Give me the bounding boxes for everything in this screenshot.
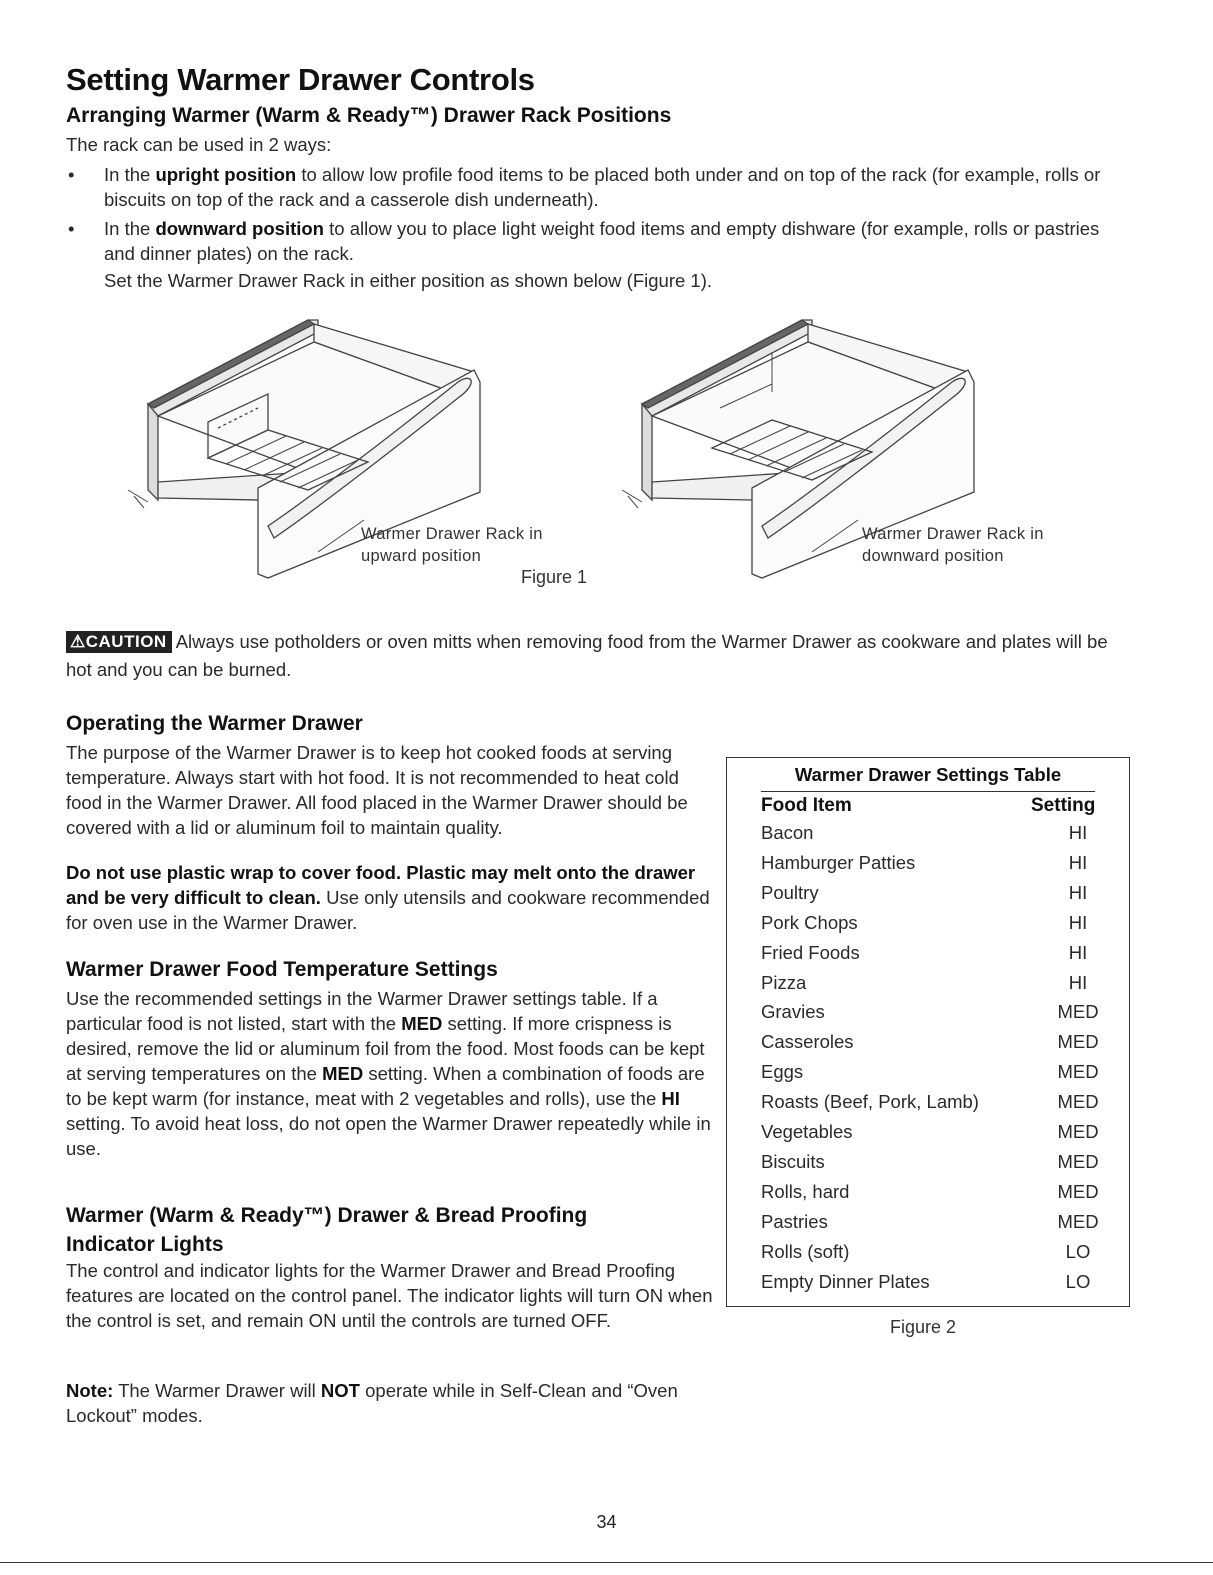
warning-emphasis: Do not use plastic wrap to cover food. Plastic may melt onto the drawer and be very difficult to clean. bbox=[66, 862, 696, 908]
caution-text: Always use potholders or oven mitts when removing food from the Warmer Drawer as cookware and plates will be hot and you can be burned. bbox=[66, 631, 1108, 680]
table-row bbox=[761, 1031, 1099, 1061]
list-item bbox=[66, 162, 1126, 212]
paragraph-text: Use the recommended settings in the Warmer Drawer settings table. If a particular food is not listed, start with the bbox=[66, 988, 658, 1034]
setting-cell: MED bbox=[1057, 1091, 1099, 1113]
operating-heading: Operating the Warmer Drawer bbox=[66, 712, 363, 735]
bullet-text: to allow low profile food items to be placed both under and on top of the rack (for example, rolls or biscuits on top of the rack and a casserole dish underneath). bbox=[104, 164, 1101, 210]
setting-cell: MED bbox=[1057, 1150, 1099, 1172]
food-item-cell: Vegetables bbox=[761, 1121, 853, 1142]
upward-position-label bbox=[361, 523, 543, 567]
food-item-cell: Pastries bbox=[761, 1210, 828, 1232]
food-item-cell: Poultry bbox=[761, 881, 819, 903]
food-item-cell: Roasts (Beef, Pork, Lamb) bbox=[761, 1091, 979, 1113]
bullet-emphasis: downward position bbox=[155, 218, 324, 239]
table-row bbox=[761, 912, 1099, 942]
food-item-cell: Gravies bbox=[761, 1001, 825, 1023]
setting-cell: MED bbox=[1057, 1210, 1099, 1232]
setting-cell: HI bbox=[1068, 822, 1088, 843]
set-rack-text: Set the Warmer Drawer Rack in either position as shown below (Figure 1). bbox=[104, 270, 712, 291]
note-label: Note: bbox=[66, 1380, 114, 1401]
food-item-cell: Biscuits bbox=[761, 1150, 825, 1172]
setting-cell: HI bbox=[1068, 971, 1088, 993]
setting-cell: MED bbox=[1057, 1031, 1099, 1053]
rack-position-list bbox=[66, 162, 1126, 270]
setting-cell: MED bbox=[1057, 1061, 1099, 1083]
setting-cell: HI bbox=[1068, 881, 1088, 903]
setting-cell: MED bbox=[1057, 1180, 1099, 1202]
figure-2-caption: Figure 2 bbox=[890, 1317, 957, 1337]
heading-line: Indicator Lights bbox=[66, 1233, 224, 1256]
food-item-cell: Pizza bbox=[761, 971, 807, 993]
food-item-cell: Eggs bbox=[761, 1061, 804, 1083]
food-item-cell: Rolls, hard bbox=[761, 1180, 850, 1202]
table-row bbox=[761, 1181, 1099, 1211]
indicator-lights-paragraph: The control and indicator lights for the Warmer Drawer and Bread Proofing features are located on the control panel. The indicator lights will turn ON when the control is set, and remain ON until the controls are turned OFF. bbox=[66, 1260, 713, 1331]
page-number: 34 bbox=[596, 1512, 617, 1532]
setting-cell: MED bbox=[1057, 1001, 1099, 1023]
self-clean-note bbox=[66, 1378, 716, 1428]
setting-column-header: Setting bbox=[1031, 795, 1096, 816]
temperature-settings-heading: Warmer Drawer Food Temperature Settings bbox=[66, 958, 498, 981]
table-row bbox=[761, 1241, 1099, 1271]
table-row bbox=[761, 942, 1099, 972]
bullet-text: In the bbox=[104, 164, 156, 185]
note-text: operate while in Self-Clean and “Oven Lockout” modes. bbox=[66, 1380, 678, 1426]
label-line: downward position bbox=[862, 547, 1004, 565]
table-row bbox=[761, 852, 1099, 882]
table-row bbox=[761, 1091, 1099, 1121]
food-item-column-header: Food Item bbox=[761, 795, 852, 816]
caution-badge-label: CAUTION bbox=[85, 632, 167, 651]
caution-notice bbox=[66, 628, 1136, 684]
caution-badge bbox=[66, 631, 172, 653]
note-text: The Warmer Drawer will bbox=[113, 1380, 321, 1401]
setting-cell: MED bbox=[1057, 1121, 1099, 1142]
table-row bbox=[761, 1121, 1099, 1151]
paragraph-text: setting. When a combination of foods are to be kept warm (for instance, meat with 2 vegetables and rolls), use the bbox=[66, 1063, 705, 1109]
setting-cell: LO bbox=[1065, 1270, 1091, 1292]
plastic-wrap-warning bbox=[66, 860, 716, 935]
bullet-emphasis: upright position bbox=[155, 164, 297, 185]
food-item-cell: Casseroles bbox=[761, 1031, 854, 1053]
indicator-lights-heading bbox=[66, 1201, 587, 1259]
bullet-icon: • bbox=[68, 218, 75, 239]
setting-emphasis: MED bbox=[322, 1063, 364, 1084]
page-title: Setting Warmer Drawer Controls bbox=[66, 62, 535, 97]
label-line: Warmer Drawer Rack in bbox=[361, 525, 543, 543]
list-item bbox=[66, 216, 1126, 266]
table-row bbox=[761, 882, 1099, 912]
food-item-cell: Empty Dinner Plates bbox=[761, 1270, 930, 1292]
table-row bbox=[761, 972, 1099, 1002]
setting-cell: HI bbox=[1068, 941, 1088, 963]
table-row bbox=[761, 1271, 1099, 1301]
heading-line: Warmer (Warm & Ready™) Drawer & Bread Proofing bbox=[66, 1204, 588, 1227]
setting-emphasis: HI bbox=[661, 1088, 680, 1109]
table-row bbox=[761, 822, 1099, 852]
figure-1-caption: Figure 1 bbox=[521, 567, 588, 587]
page-bottom-rule bbox=[0, 1562, 1213, 1563]
label-line: upward position bbox=[361, 547, 482, 565]
label-line: Warmer Drawer Rack in bbox=[862, 525, 1044, 543]
setting-cell: HI bbox=[1068, 911, 1088, 933]
food-item-cell: Bacon bbox=[761, 822, 814, 843]
table-divider bbox=[761, 791, 1095, 792]
note-emphasis: NOT bbox=[320, 1380, 360, 1401]
paragraph-text: setting. To avoid heat loss, do not open the Warmer Drawer repeatedly while in use. bbox=[66, 1113, 711, 1159]
operating-paragraph: The purpose of the Warmer Drawer is to keep hot cooked foods at serving temperature. Always start with hot food. It is not recommended to heat cold food in the Warmer Drawer. All food placed in the Warmer Drawer should be covered with a lid or aluminum foil to maintain quality. bbox=[66, 742, 688, 838]
setting-emphasis: MED bbox=[401, 1013, 443, 1034]
temperature-settings-paragraph bbox=[66, 986, 716, 1161]
food-item-cell: Rolls (soft) bbox=[761, 1240, 850, 1262]
table-row bbox=[761, 1001, 1099, 1031]
food-item-cell: Hamburger Patties bbox=[761, 851, 916, 873]
rack-positions-heading: Arranging Warmer (Warm & Ready™) Drawer Rack Positions bbox=[66, 104, 672, 127]
table-row bbox=[761, 1061, 1099, 1091]
setting-cell: HI bbox=[1068, 851, 1088, 873]
table-title: Warmer Drawer Settings Table bbox=[794, 764, 1062, 785]
paragraph-text: setting. If more crispness is desired, remove the lid or aluminum foil from the food. Most foods can be kept at serving temperatures on the bbox=[66, 1013, 705, 1084]
setting-cell: LO bbox=[1065, 1240, 1091, 1262]
bullet-text: In the bbox=[104, 218, 156, 239]
table-row bbox=[761, 1211, 1099, 1241]
warmer-settings-table bbox=[726, 757, 1130, 1307]
downward-position-label bbox=[862, 523, 1044, 567]
rack-intro-text: The rack can be used in 2 ways: bbox=[66, 134, 332, 155]
bullet-icon: • bbox=[68, 164, 75, 185]
table-row bbox=[761, 1151, 1099, 1181]
food-item-cell: Fried Foods bbox=[761, 941, 860, 963]
bullet-text: to allow you to place light weight food items and empty dishware (for example, rolls or pastries and dinner plates) on the rack. bbox=[104, 218, 1100, 264]
warning-text: Use only utensils and cookware recommended for oven use in the Warmer Drawer. bbox=[66, 887, 710, 933]
warning-triangle-icon: ⚠ bbox=[70, 632, 86, 651]
food-item-cell: Pork Chops bbox=[761, 911, 858, 933]
